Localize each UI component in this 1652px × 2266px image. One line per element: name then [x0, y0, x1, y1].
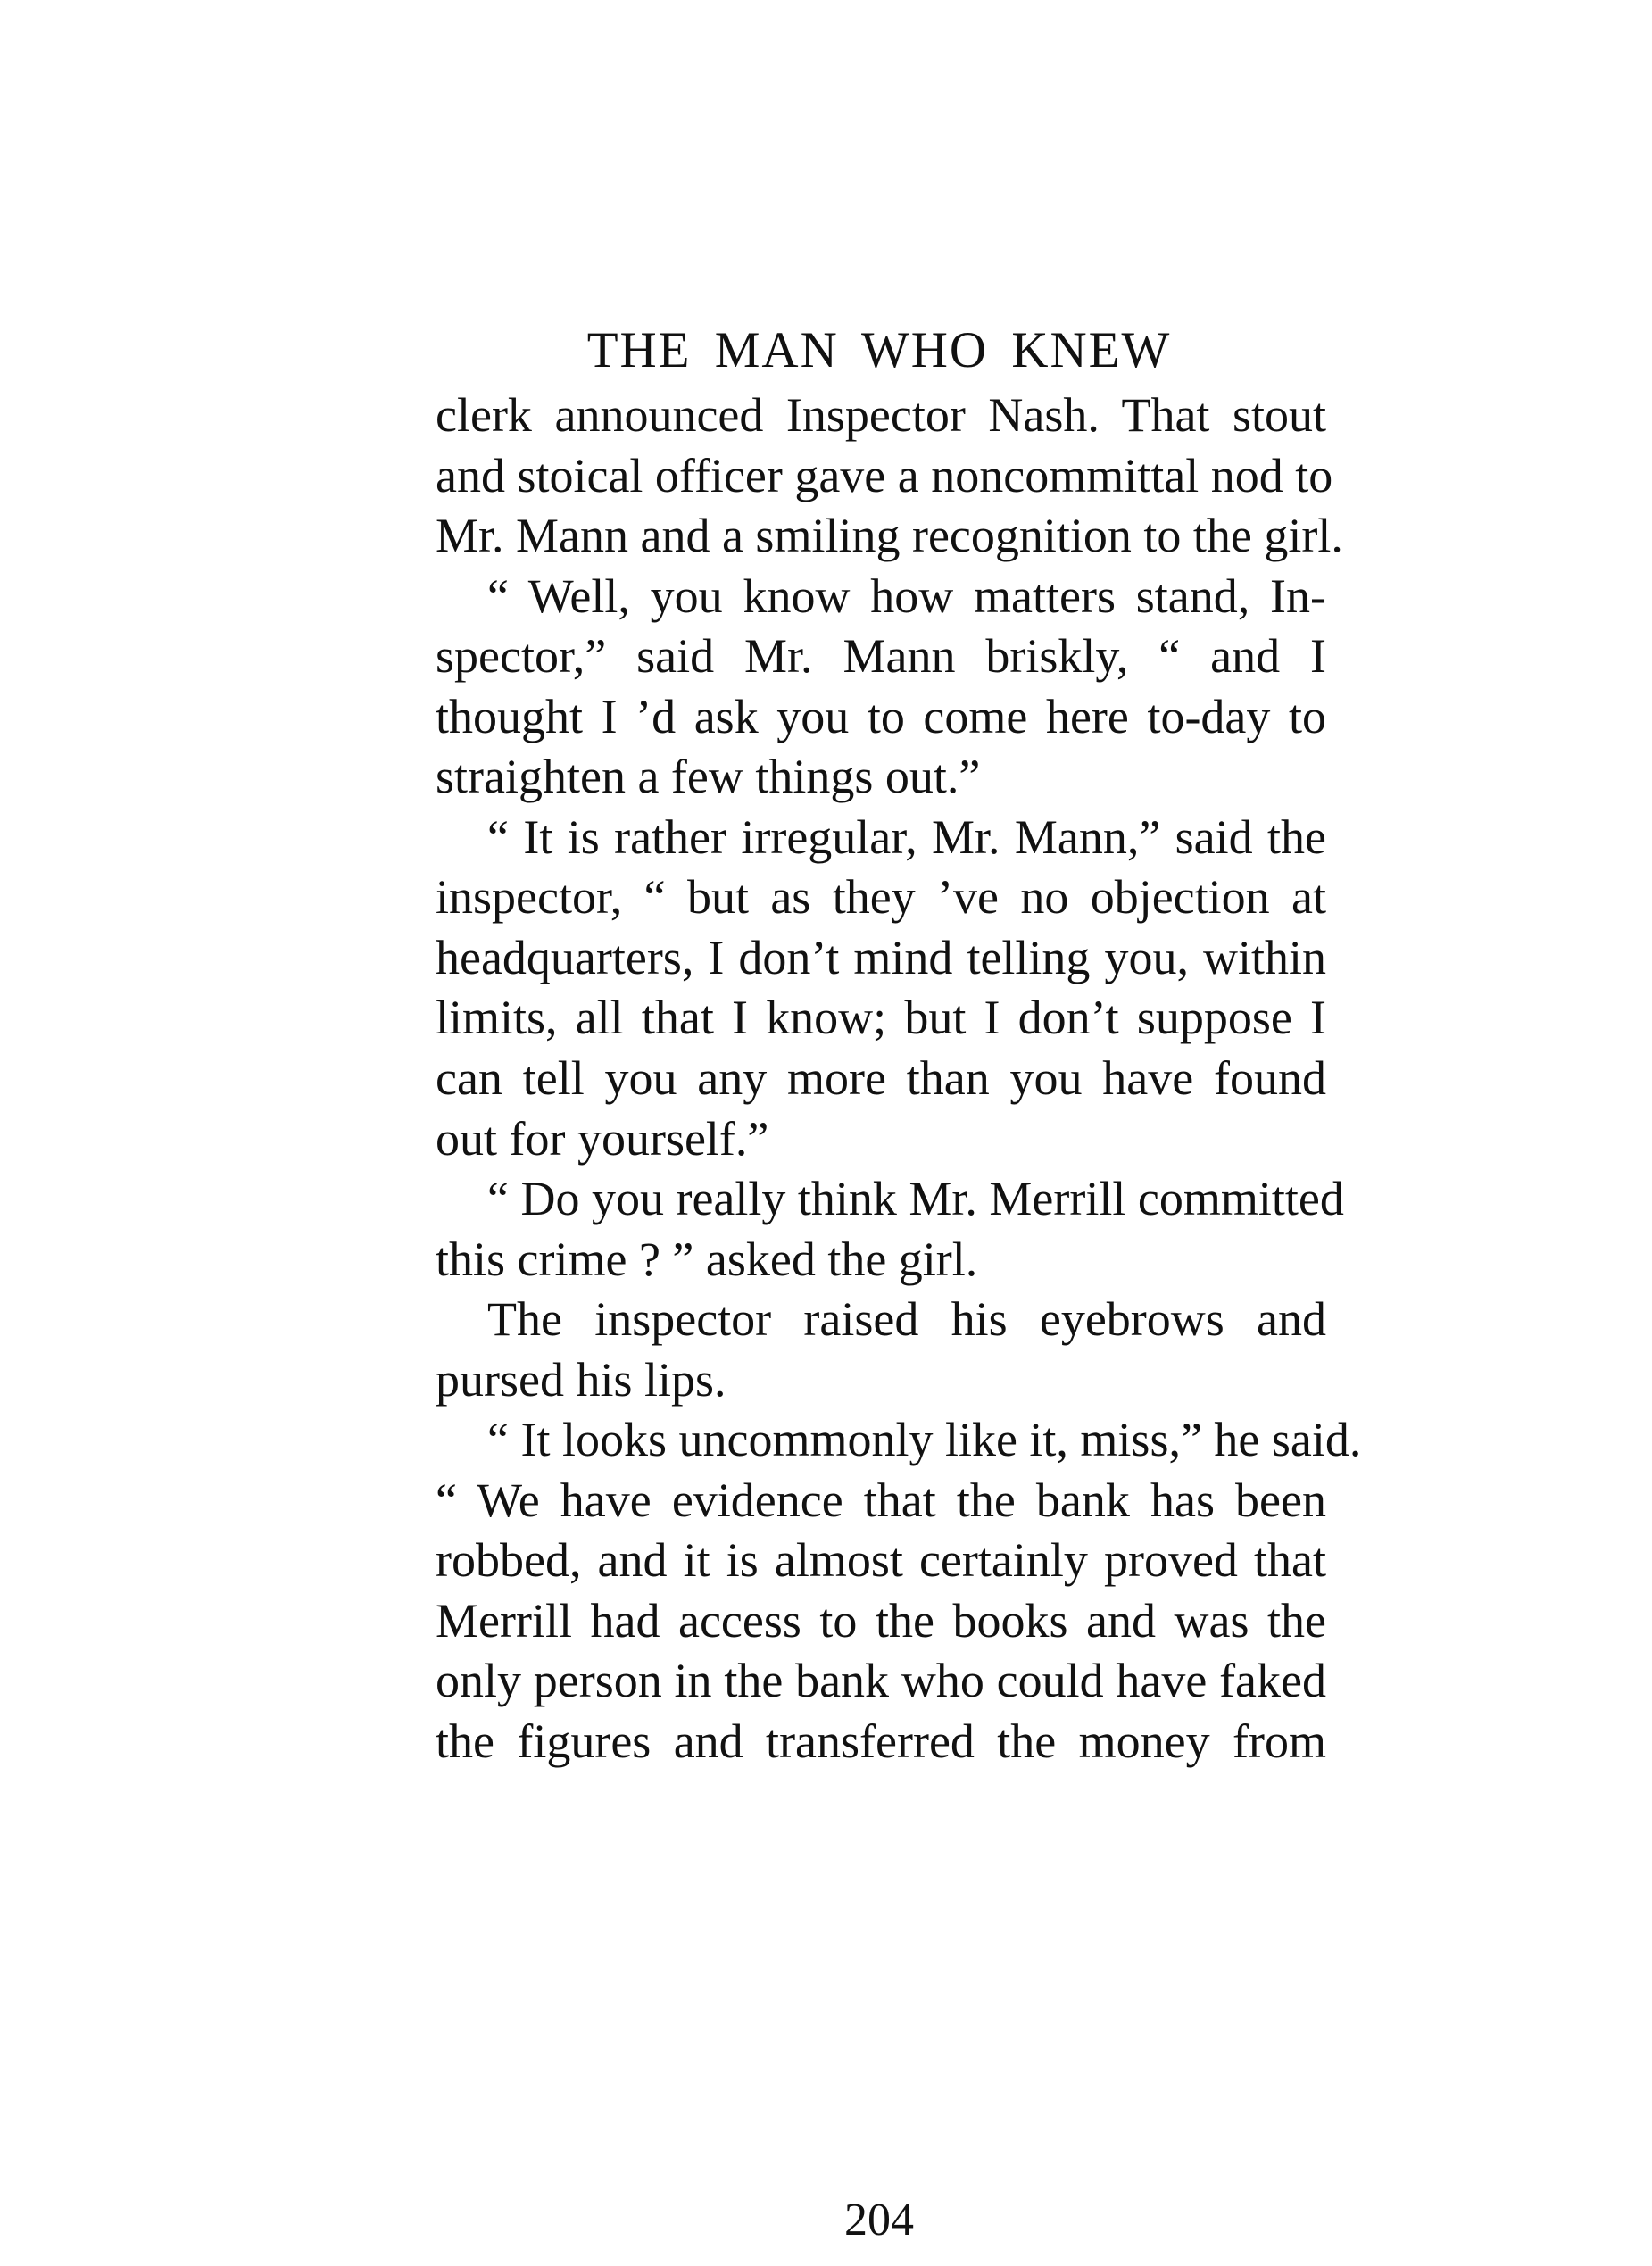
text-line: thought I ’d ask you to come here to-day to: [436, 689, 1326, 743]
text-line: this crime ? ” asked the girl.: [436, 1232, 978, 1286]
text-line: clerk announced Inspector Nash. That stout: [436, 388, 1326, 442]
running-head: THE MAN WHO KNEW: [586, 322, 1172, 378]
text-line: “ It looks uncommonly like it, miss,” he said.: [487, 1413, 1362, 1467]
text-line: can tell you any more than you have found: [436, 1051, 1326, 1106]
text-line: “ It is rather irregular, Mr. Mann,” said the: [487, 809, 1326, 864]
text-line: limits, all that I know; but I don’t suppose I: [436, 991, 1326, 1045]
text-line: Merrill had access to the books and was the: [436, 1593, 1326, 1648]
text-line: “ Well, you know how matters stand, In-: [487, 569, 1326, 623]
page-number: 204: [844, 2195, 914, 2245]
text-line: “ Do you really think Mr. Merrill committed: [487, 1172, 1344, 1226]
text-line: pursed his lips.: [436, 1352, 726, 1407]
body-text: [436, 386, 1362, 1772]
text-line: the figures and transferred the money from: [436, 1714, 1326, 1769]
text-line: straighten a few things out.”: [436, 750, 981, 804]
text-line: robbed, and it is almost certainly proved that: [436, 1533, 1326, 1588]
text-line: Mr. Mann and a smiling recognition to the girl.: [436, 509, 1343, 563]
text-line: out for yourself.”: [436, 1111, 769, 1166]
text-line: and stoical officer gave a noncommittal nod to: [436, 448, 1333, 502]
text-line: The inspector raised his eyebrows and: [487, 1292, 1326, 1347]
text-line: only person in the bank who could have faked: [436, 1654, 1326, 1708]
text-line: “ We have evidence that the bank has been: [436, 1473, 1326, 1527]
text-line: inspector, “ but as they ’ve no objection at: [436, 870, 1326, 925]
text-line: headquarters, I don’t mind telling you, within: [436, 930, 1326, 984]
text-line: spector,” said Mr. Mann briskly, “ and I: [436, 629, 1326, 684]
